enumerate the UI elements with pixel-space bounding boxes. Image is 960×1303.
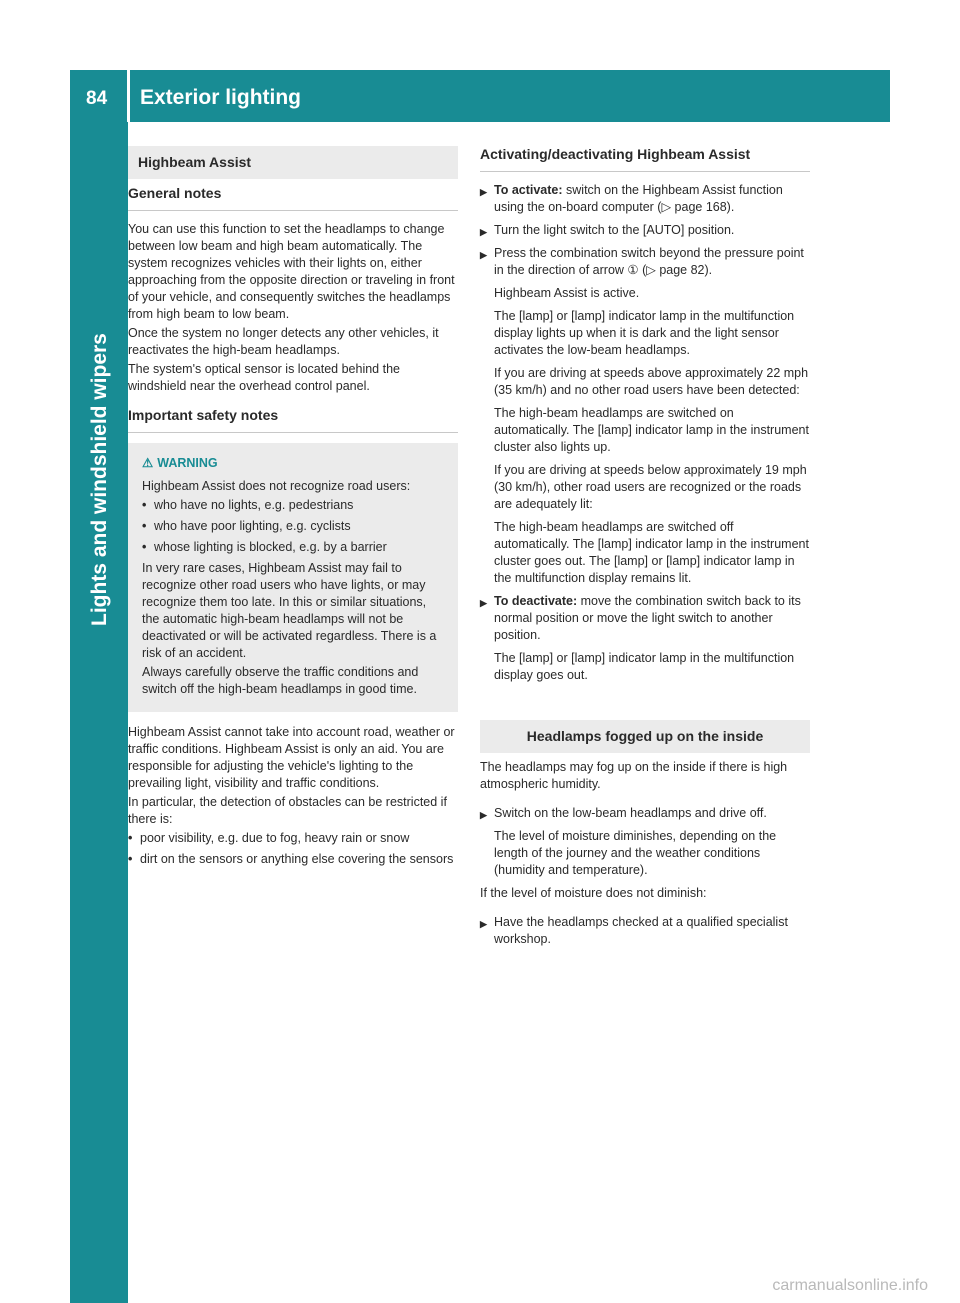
step-text: switch on the Highbeam Assist function using the on-board computer (▷ page 168). [494, 183, 783, 214]
side-tab-label: Lights and windshield wipers [88, 333, 111, 626]
result-paragraph: The high-beam headlamps are switched off automatically. The [lamp] indicator lamp in the instrument cluster goes out. The [lamp] or [lamp] indicator lamp in the multifunction display remains lit. [494, 520, 809, 585]
step-text: Turn the light switch to the [AUTO] position. [494, 223, 735, 237]
watermark: carmanualsonline.info [772, 1277, 928, 1294]
body-paragraph: Highbeam Assist cannot take into account road, weather or traffic conditions. Highbeam Assist is only an aid. You are responsible for adjusting the vehicle's lighting to the prevailing light, visibility and traffic conditions. [128, 725, 455, 790]
general-paragraph: Once the system no longer detects any other vehicles, it reactivates the high-beam headlamps. [128, 326, 439, 357]
step-result: Highbeam Assist is active. [494, 286, 640, 300]
left-column [128, 146, 458, 872]
result-paragraph: The high-beam headlamps are switched on automatically. The [lamp] indicator lamp in the instrument cluster also lights up. [494, 406, 809, 454]
warning-title [142, 455, 444, 472]
warning-triangle-icon: ⚠ [142, 456, 154, 470]
result-paragraph: If you are driving at speeds below approximately 19 mph (30 km/h), other road users are recognized or the roads are adequately lit: [494, 463, 807, 511]
activate-heading: Activating/deactivating Highbeam Assist [480, 146, 810, 172]
safety-notes-heading: Important safety notes [128, 407, 458, 433]
step-item [480, 182, 810, 216]
deactivation-steps [480, 593, 810, 644]
step-lead: To deactivate: [494, 594, 578, 608]
step-item [480, 245, 810, 279]
step-text: move the combination switch back to its normal position or move the light switch to another position. [494, 594, 801, 642]
step-result: The [lamp] or [lamp] indicator lamp in the multifunction display goes out. [494, 651, 795, 682]
list-item: • dirt on the sensors or anything else covering the sensors [128, 851, 458, 868]
section-title-highbeam: Highbeam Assist [128, 146, 458, 179]
warning-label: WARNING [157, 456, 218, 470]
result-paragraph: If you are driving at speeds above approximately 22 mph (35 km/h) and no other road users have been detected: [494, 366, 809, 397]
step-lead: To activate: [494, 183, 563, 197]
step-result: The level of moisture diminishes, depending on the length of the journey and the weather conditions (humidity and temperature). [494, 829, 777, 877]
activation-steps [480, 182, 810, 279]
general-paragraph: The system's optical sensor is located behind the windshield near the overhead control panel. [128, 362, 400, 393]
list-item: • who have no lights, e.g. pedestrians [142, 497, 444, 514]
warning-list [142, 497, 444, 556]
warning-box [128, 443, 458, 712]
list-item: • poor visibility, e.g. due to fog, heavy rain or snow [128, 830, 458, 847]
step-item: ▶ Switch on the low-beam headlamps and drive off. [480, 805, 810, 822]
step-item [480, 593, 810, 644]
fog-steps [480, 805, 810, 822]
list-item: • whose lighting is blocked, e.g. by a barrier [142, 539, 444, 556]
warning-body: In very rare cases, Highbeam Assist may fail to recognize other road users who have lights, or may recognize them too late. In this or similar situations, the automatic high-beam headlamps will not be deactivated or will be activated regardless. There is a risk of an accident. [142, 561, 437, 660]
list-item: • who have poor lighting, e.g. cyclists [142, 518, 444, 535]
step-text: Press the combination switch beyond the pressure point in the direction of arrow ① (▷ page 82). [494, 246, 804, 277]
warning-advice: Always carefully observe the traffic conditions and switch off the high-beam headlamps in good time. [142, 665, 419, 696]
general-paragraph: You can use this function to set the headlamps to change between low beam and high beam automatically. The system recognizes vehicles with their lights on, either approaching from the opposite direction or traveling in front of your vehicle, and consequently switches the headlamps from high beam to low beam. [128, 222, 455, 321]
step-item [480, 222, 810, 239]
conditions-list [128, 830, 458, 868]
page-number: 84 [86, 88, 108, 109]
side-tab [70, 122, 128, 1303]
warning-intro: Highbeam Assist does not recognize road users: [142, 479, 411, 493]
page-title: Exterior lighting [140, 86, 302, 109]
step-item: ▶ Have the headlamps checked at a qualified specialist workshop. [480, 914, 810, 948]
fog-condition: If the level of moisture does not diminish: [480, 886, 707, 900]
result-paragraph: The [lamp] or [lamp] indicator lamp in the multifunction display lights up when it is dark and the light sensor activates the low-beam headlamps. [494, 309, 795, 357]
section-title-fog: Headlamps fogged up on the inside [480, 720, 810, 753]
general-notes-heading: General notes [128, 185, 458, 211]
right-column [480, 146, 810, 954]
body-paragraph: In particular, the detection of obstacles can be restricted if there is: [128, 795, 447, 826]
fog-intro: The headlamps may fog up on the inside if there is high atmospheric humidity. [480, 760, 788, 791]
header-divider [127, 70, 130, 122]
fog-steps-2 [480, 914, 810, 948]
